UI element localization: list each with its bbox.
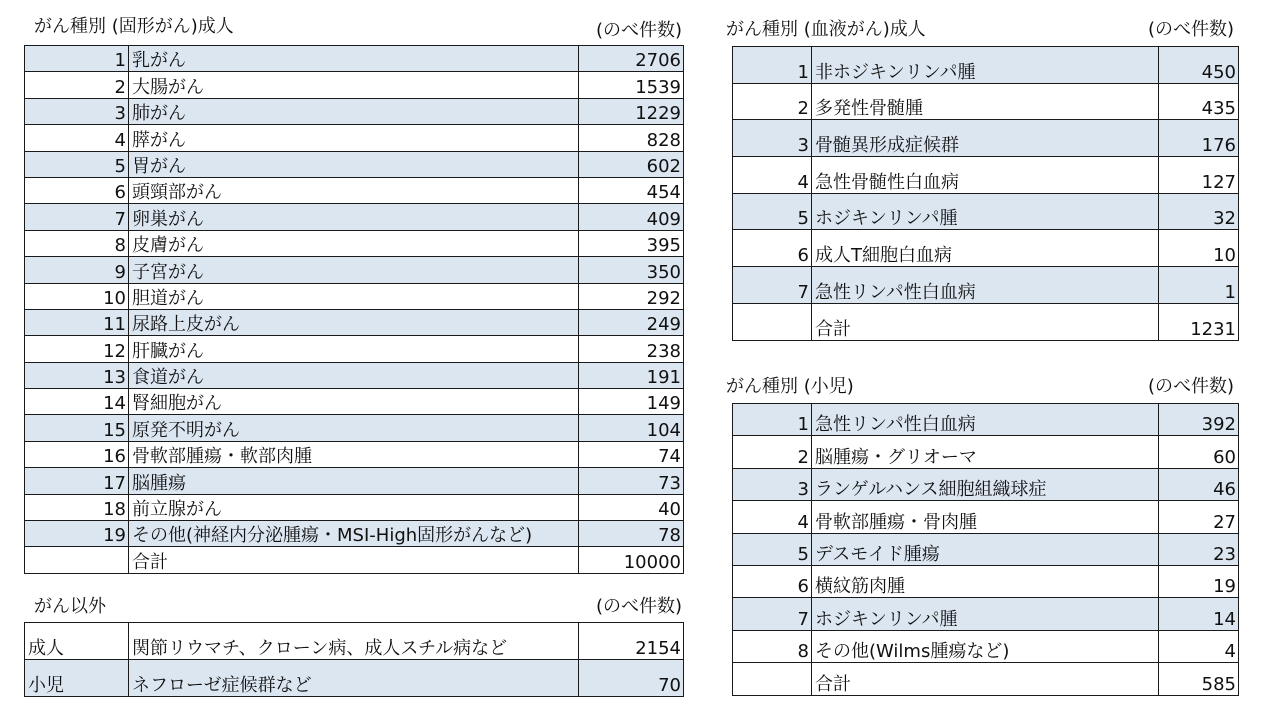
name-cell: 脳腫瘍: [129, 468, 579, 494]
table-row: [733, 120, 1239, 157]
table-row: [733, 404, 1239, 436]
rank-cell: 17: [25, 468, 129, 494]
count-cell: 127: [1159, 157, 1239, 194]
count-cell: 23: [1159, 533, 1239, 565]
table-row: [25, 494, 684, 520]
count-cell: 2706: [579, 46, 684, 72]
total-count: 1231: [1159, 303, 1239, 340]
table-row: [25, 336, 684, 362]
rank-cell: [733, 663, 812, 695]
rank-cell: 11: [25, 309, 129, 335]
rank-cell: 15: [25, 415, 129, 441]
table-row: [733, 157, 1239, 194]
name-cell: その他(神経内分泌腫瘍・MSI-High固形がんなど): [129, 521, 579, 547]
rank-cell: [733, 303, 812, 340]
rank-cell: 7: [25, 204, 129, 230]
solid-table: [24, 45, 684, 574]
total-label: 合計: [812, 663, 1159, 695]
name-cell: 膵がん: [129, 125, 579, 151]
count-cell: 450: [1159, 47, 1239, 84]
name-cell: ホジキンリンパ腫: [812, 193, 1159, 230]
count-cell: 73: [579, 468, 684, 494]
table-row: [733, 501, 1239, 533]
name-cell: 肝臓がん: [129, 336, 579, 362]
count-cell: 292: [579, 283, 684, 309]
name-cell: 前立腺がん: [129, 494, 579, 520]
count-cell: 46: [1159, 468, 1239, 500]
rank-cell: 7: [733, 598, 812, 630]
table-row: [733, 193, 1239, 230]
count-cell: 32: [1159, 193, 1239, 230]
name-cell: 原発不明がん: [129, 415, 579, 441]
name-cell: 腎細胞がん: [129, 389, 579, 415]
rank-cell: 2: [733, 83, 812, 120]
count-cell: 1229: [579, 98, 684, 124]
total-row: [733, 303, 1239, 340]
name-cell: デスモイド腫瘍: [812, 533, 1159, 565]
name-cell: 大腸がん: [129, 72, 579, 98]
count-cell: 74: [579, 441, 684, 467]
name-cell: 食道がん: [129, 362, 579, 388]
table-row: [25, 283, 684, 309]
table-row: [733, 436, 1239, 468]
solid-title: がん種別 (固形がん)成人: [34, 16, 234, 37]
count-cell: 14: [1159, 598, 1239, 630]
count-cell: 454: [579, 177, 684, 203]
other-title: がん以外: [34, 596, 106, 617]
name-cell: 急性リンパ性白血病: [812, 404, 1159, 436]
rank-cell: 6: [733, 230, 812, 267]
name-cell: 皮膚がん: [129, 230, 579, 256]
table-row: [25, 660, 684, 697]
rank-cell: 5: [25, 151, 129, 177]
count-cell: 392: [1159, 404, 1239, 436]
table-row: [733, 267, 1239, 304]
child-unit: (のべ件数): [1147, 376, 1234, 397]
count-cell: 4: [1159, 630, 1239, 662]
name-cell: その他(Wilms腫瘍など): [812, 630, 1159, 662]
blood-title: がん種別 (血液がん)成人: [726, 19, 926, 40]
rank-cell: 6: [733, 565, 812, 597]
rank-cell: 13: [25, 362, 129, 388]
count-cell: 149: [579, 389, 684, 415]
child-title: がん種別 (小児): [726, 376, 854, 397]
total-label: 合計: [812, 303, 1159, 340]
table-row: [733, 47, 1239, 84]
table-row: [25, 177, 684, 203]
table-row: [25, 230, 684, 256]
rank-cell: 5: [733, 533, 812, 565]
name-cell: 子宮がん: [129, 257, 579, 283]
count-cell: 40: [579, 494, 684, 520]
name-cell: 肺がん: [129, 98, 579, 124]
count-cell: 19: [1159, 565, 1239, 597]
count-cell: 238: [579, 336, 684, 362]
count-cell: 409: [579, 204, 684, 230]
rank-cell: 19: [25, 521, 129, 547]
other-unit: (のべ件数): [595, 596, 682, 617]
blood-table: [732, 46, 1239, 341]
rank-cell: 1: [733, 404, 812, 436]
table-row: [733, 565, 1239, 597]
blood-unit: (のべ件数): [1147, 19, 1234, 40]
name-cell: 脳腫瘍・グリオーマ: [812, 436, 1159, 468]
rank-cell: 4: [733, 501, 812, 533]
total-count: 585: [1159, 663, 1239, 695]
other-table: [24, 622, 684, 697]
rank-cell: 6: [25, 177, 129, 203]
name-cell: 乳がん: [129, 46, 579, 72]
name-cell: 関節リウマチ、クローン病、成人スチル病など: [129, 623, 579, 660]
rank-cell: 12: [25, 336, 129, 362]
count-cell: 828: [579, 125, 684, 151]
table-row: [25, 98, 684, 124]
name-cell: 胃がん: [129, 151, 579, 177]
rank-cell: 3: [733, 468, 812, 500]
table-row: [25, 521, 684, 547]
table-row: [25, 309, 684, 335]
name-cell: 骨髄異形成症候群: [812, 120, 1159, 157]
name-cell: 多発性骨髄腫: [812, 83, 1159, 120]
count-cell: 249: [579, 309, 684, 335]
rank-cell: 9: [25, 257, 129, 283]
rank-cell: [25, 547, 129, 573]
name-cell: 骨軟部腫瘍・骨肉腫: [812, 501, 1159, 533]
rank-cell: 18: [25, 494, 129, 520]
table-row: [733, 230, 1239, 267]
rank-cell: 10: [25, 283, 129, 309]
table-row: [25, 468, 684, 494]
rank-cell: 3: [733, 120, 812, 157]
count-cell: 1: [1159, 267, 1239, 304]
table-row: [733, 533, 1239, 565]
count-cell: 350: [579, 257, 684, 283]
name-cell: ホジキンリンパ腫: [812, 598, 1159, 630]
group-cell: 小児: [25, 660, 129, 697]
name-cell: 非ホジキンリンパ腫: [812, 47, 1159, 84]
rank-cell: 14: [25, 389, 129, 415]
rank-cell: 2: [25, 72, 129, 98]
total-label: 合計: [129, 547, 579, 573]
count-cell: 176: [1159, 120, 1239, 157]
table-row: [25, 46, 684, 72]
name-cell: 頭頸部がん: [129, 177, 579, 203]
rank-cell: 16: [25, 441, 129, 467]
total-row: [25, 547, 684, 573]
solid-unit: (のべ件数): [595, 20, 682, 41]
rank-cell: 5: [733, 193, 812, 230]
table-row: [25, 125, 684, 151]
count-cell: 10: [1159, 230, 1239, 267]
table-row: [25, 362, 684, 388]
count-cell: 27: [1159, 501, 1239, 533]
rank-cell: 8: [25, 230, 129, 256]
name-cell: 横紋筋肉腫: [812, 565, 1159, 597]
table-row: [733, 598, 1239, 630]
group-cell: 成人: [25, 623, 129, 660]
table-row: [25, 204, 684, 230]
count-cell: 602: [579, 151, 684, 177]
total-row: [733, 663, 1239, 695]
rank-cell: 8: [733, 630, 812, 662]
name-cell: ネフローゼ症候群など: [129, 660, 579, 697]
name-cell: ランゲルハンス細胞組織球症: [812, 468, 1159, 500]
table-row: [25, 441, 684, 467]
table-row: [25, 151, 684, 177]
name-cell: 成人T細胞白血病: [812, 230, 1159, 267]
count-cell: 191: [579, 362, 684, 388]
name-cell: 急性リンパ性白血病: [812, 267, 1159, 304]
table-row: [733, 630, 1239, 662]
count-cell: 435: [1159, 83, 1239, 120]
rank-cell: 2: [733, 436, 812, 468]
count-cell: 1539: [579, 72, 684, 98]
rank-cell: 7: [733, 267, 812, 304]
count-cell: 395: [579, 230, 684, 256]
count-cell: 2154: [579, 623, 684, 660]
total-count: 10000: [579, 547, 684, 573]
table-row: [733, 83, 1239, 120]
table-row: [25, 257, 684, 283]
count-cell: 70: [579, 660, 684, 697]
table-row: [25, 415, 684, 441]
table-row: [733, 468, 1239, 500]
table-row: [25, 72, 684, 98]
name-cell: 急性骨髄性白血病: [812, 157, 1159, 194]
name-cell: 骨軟部腫瘍・軟部肉腫: [129, 441, 579, 467]
rank-cell: 1: [25, 46, 129, 72]
rank-cell: 3: [25, 98, 129, 124]
table-row: [25, 389, 684, 415]
name-cell: 尿路上皮がん: [129, 309, 579, 335]
rank-cell: 4: [25, 125, 129, 151]
child-table: [732, 403, 1239, 696]
rank-cell: 4: [733, 157, 812, 194]
count-cell: 78: [579, 521, 684, 547]
count-cell: 60: [1159, 436, 1239, 468]
name-cell: 卵巣がん: [129, 204, 579, 230]
rank-cell: 1: [733, 47, 812, 84]
count-cell: 104: [579, 415, 684, 441]
name-cell: 胆道がん: [129, 283, 579, 309]
table-row: [25, 623, 684, 660]
